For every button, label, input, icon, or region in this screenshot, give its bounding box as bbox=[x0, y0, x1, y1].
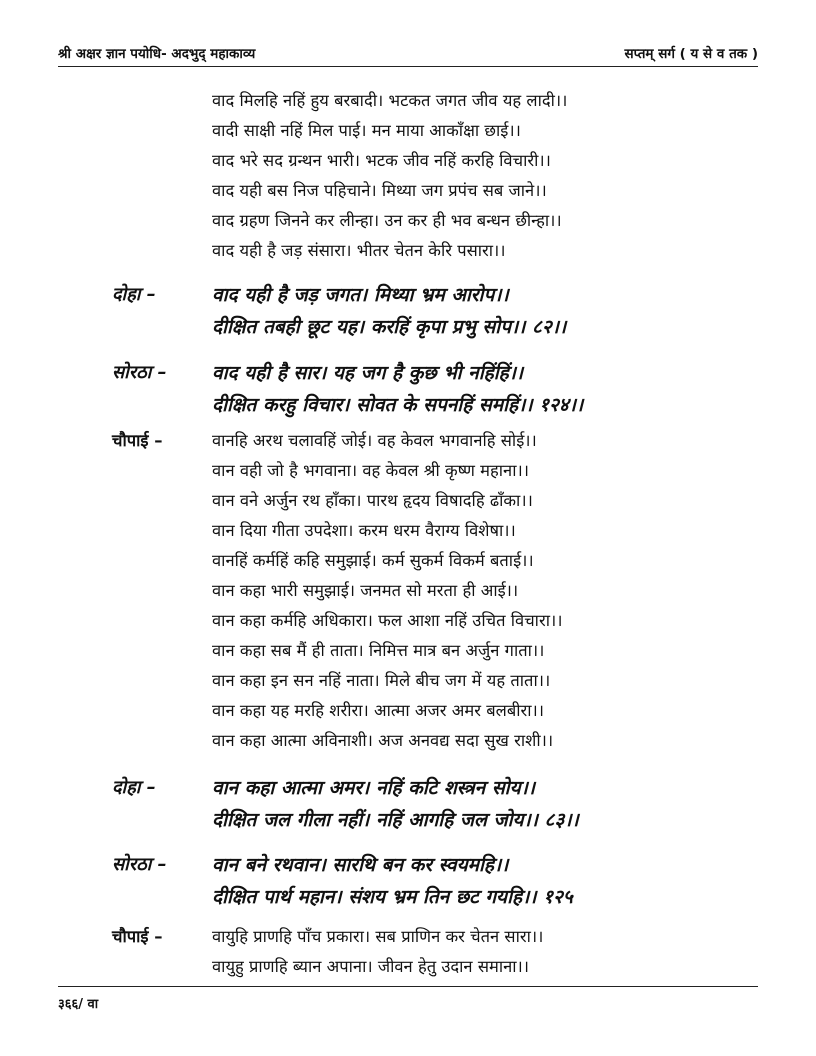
verse-line: वान वही जो है भगवाना। वह केवल श्री कृष्ण महाना।। bbox=[212, 461, 529, 480]
verse-line: वान बने रथवान। सारथि बन कर स्वयमहि।। bbox=[212, 854, 509, 876]
header-book-title: श्री अक्षर ज्ञान पयोधि- अदभुद् महाकाव्य bbox=[58, 46, 256, 62]
verse-line: वाद भरे सद ग्रन्थन भारी। भटक जीव नहिं करहि विचारी।। bbox=[212, 151, 551, 170]
section-label: चौपाई – bbox=[112, 431, 163, 450]
header-chapter-title: सप्तम् सर्ग ( य से व तक ) bbox=[624, 46, 758, 62]
verse-line: वान कहा कर्महि अधिकारा। फल आशा नहिं उचित विचारा।। bbox=[212, 611, 563, 630]
verse-line: वान दिया गीता उपदेशा। करम धरम वैराग्य विशेषा।। bbox=[212, 521, 516, 540]
verse-line: वान कहा सब मैं ही ताता। निमित्त मात्र बन अर्जुन गाता।। bbox=[212, 641, 545, 660]
section-label: चौपाई – bbox=[112, 927, 163, 946]
verse-line: वाद यही है जड़ जगत। मिथ्या भ्रम आरोप।। bbox=[212, 284, 509, 306]
verse-line: दीक्षित जल गीला नहीं। नहिं आगहि जल जोय।। ८३।। bbox=[212, 809, 579, 831]
section-label: सोरठा – bbox=[112, 854, 167, 875]
verse-line: वाद यही बस निज पहिचाने। मिथ्या जग प्रपंच सब जाने।। bbox=[212, 181, 547, 200]
verse-line: वान कहा आत्मा अविनाशी। अज अनवद्य सदा सुख राशी।। bbox=[212, 731, 554, 750]
verse-line: वान कहा आत्मा अमर। नहिं कटि शस्त्रन सोय।। bbox=[212, 777, 536, 799]
verse-line: वाद यही है सार। यह जग है कुछ भी नहिंहिं।। bbox=[212, 362, 524, 384]
verse-line: वायुहि प्राणहि पाँच प्रकारा। सब प्राणिन कर चेतन सारा।। bbox=[212, 927, 544, 946]
verse-line: दीक्षित तबही छूट यह। करहिं कृपा प्रभु सोप।। ८२।। bbox=[212, 316, 567, 338]
verse-line: वानहिं कर्महिं कहि समुझाई। कर्म सुकर्म विकर्म बताई।। bbox=[212, 551, 534, 570]
verse-line: वाद मिलहि नहिं हुय बरबादी। भटकत जगत जीव यह लादी।। bbox=[212, 91, 568, 110]
verse-line: वान कहा भारी समुझाई। जनमत सो मरता ही आई।। bbox=[212, 581, 519, 600]
footer-divider bbox=[58, 986, 758, 987]
verse-line: दीक्षित करहु विचार। सोवत के सपनहिं समहिं।। १२४।। bbox=[212, 394, 584, 416]
verse-line: दीक्षित पार्थ महान। संशय भ्रम तिन छट गयहि।। १२५ bbox=[212, 886, 573, 908]
page-header bbox=[58, 38, 758, 67]
verse-line: वायुहु प्राणहि ब्यान अपाना। जीवन हेतु उदान समाना।। bbox=[212, 957, 530, 976]
verse-line: वानहि अरथ चलावहिं जोई। वह केवल भगवानहि सोई।। bbox=[212, 431, 537, 450]
section-label: सोरठा – bbox=[112, 362, 167, 383]
verse-line: वान वने अर्जुन रथ हाँका। पारथ हृदय विषादहि ढाँका।। bbox=[212, 491, 533, 510]
verse-line: वादी साक्षी नहिं मिल पाई। मन माया आकाँक्षा छाई।। bbox=[212, 121, 521, 140]
section-label: दोहा – bbox=[112, 284, 156, 305]
section-label: दोहा – bbox=[112, 777, 156, 798]
verse-line: वान कहा यह मरहि शरीरा। आत्मा अजर अमर बलबीरा।। bbox=[212, 701, 545, 720]
page-number: ३६६/ वा bbox=[58, 997, 99, 1012]
verse-line: वान कहा इन सन नहिं नाता। मिले बीच जग में यह ताता।। bbox=[212, 671, 551, 690]
verse-line: वाद ग्रहण जिनने कर लीन्हा। उन कर ही भव बन्धन छीन्हा।। bbox=[212, 211, 562, 230]
verse-line: वाद यही है जड़ संसारा। भीतर चेतन केरि पसारा।। bbox=[212, 241, 506, 260]
